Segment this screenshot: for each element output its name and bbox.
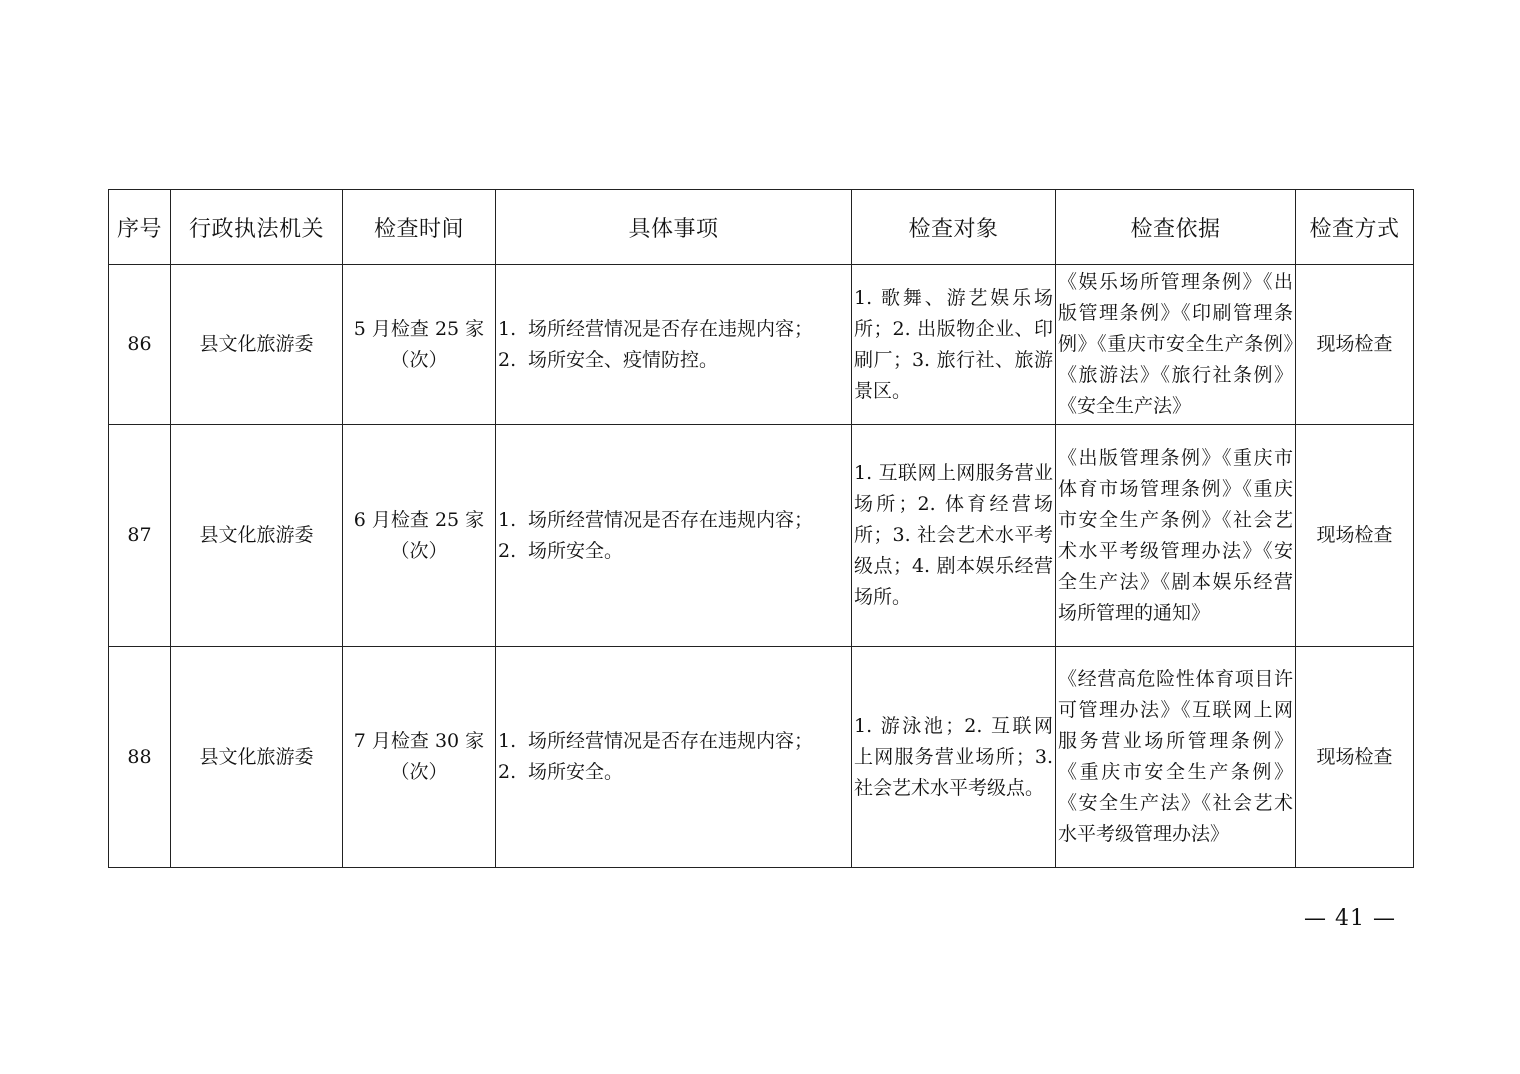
header-inspection-time: 检查时间 xyxy=(343,190,496,265)
inspection-targets: 1. 互联网上网服务营业场所；2. 体育经营场所；3. 社会艺术水平考级点；4. 剧本娱乐经营场所。 xyxy=(852,425,1056,647)
specific-items xyxy=(496,425,852,647)
inspection-time: 6 月检查 25 家（次） xyxy=(343,425,496,647)
item-text: 场所经营情况是否存在违规内容； xyxy=(528,508,814,531)
item-number: 1. xyxy=(498,508,517,531)
list-item xyxy=(498,536,849,567)
specific-items xyxy=(496,265,852,425)
item-number: 2. xyxy=(498,348,517,371)
list-item xyxy=(498,505,849,536)
header-row xyxy=(109,190,1414,265)
inspection-plan-table xyxy=(108,189,1414,868)
inspection-method: 现场检查 xyxy=(1296,647,1414,868)
inspection-time: 5 月检查 25 家（次） xyxy=(343,265,496,425)
header-inspection-basis: 检查依据 xyxy=(1056,190,1296,265)
list-item xyxy=(498,345,849,376)
item-number: 1. xyxy=(498,317,517,340)
inspection-targets: 1. 歌舞、游艺娱乐场所；2. 出版物企业、印刷厂；3. 旅行社、旅游景区。 xyxy=(852,265,1056,425)
header-enforcement-agency: 行政执法机关 xyxy=(171,190,343,265)
table-row xyxy=(109,647,1414,868)
header-inspection-targets: 检查对象 xyxy=(852,190,1056,265)
table-row xyxy=(109,265,1414,425)
table-row xyxy=(109,425,1414,647)
item-number: 2. xyxy=(498,761,517,783)
page-number: — 41 — xyxy=(1304,906,1396,931)
item-number: 2. xyxy=(498,539,517,562)
item-text: 场所安全。 xyxy=(528,539,624,562)
enforcement-agency: 县文化旅游委 xyxy=(171,425,343,647)
enforcement-agency: 县文化旅游委 xyxy=(171,647,343,868)
header-serial-number: 序号 xyxy=(109,190,171,265)
serial-number: 87 xyxy=(109,425,171,647)
inspection-time: 7 月检查 30 家（次） xyxy=(343,647,496,868)
header-inspection-method: 检查方式 xyxy=(1296,190,1414,265)
item-text: 场所经营情况是否存在违规内容； xyxy=(528,730,814,752)
item-text: 场所安全。 xyxy=(528,761,624,783)
inspection-method: 现场检查 xyxy=(1296,265,1414,425)
serial-number: 86 xyxy=(109,265,171,425)
item-number: 1. xyxy=(498,730,517,752)
inspection-targets: 1. 游泳池；2. 互联网上网服务营业场所；3. 社会艺术水平考级点。 xyxy=(852,647,1056,868)
list-item xyxy=(498,757,849,788)
serial-number: 88 xyxy=(109,647,171,868)
item-text: 场所安全、疫情防控。 xyxy=(528,348,719,371)
item-text: 场所经营情况是否存在违规内容； xyxy=(528,317,814,340)
header-specific-items: 具体事项 xyxy=(496,190,852,265)
list-item xyxy=(498,726,849,757)
inspection-basis: 《出版管理条例》《重庆市体育市场管理条例》《重庆市安全生产条例》《社会艺术水平考级管理办法》《安全生产法》《剧本娱乐经营场所管理的通知》 xyxy=(1056,425,1296,647)
specific-items xyxy=(496,647,852,868)
inspection-basis: 《经营高危险性体育项目许可管理办法》《互联网上网服务营业场所管理条例》《重庆市安全生产条例》《安全生产法》《社会艺术水平考级管理办法》 xyxy=(1056,647,1296,868)
inspection-method: 现场检查 xyxy=(1296,425,1414,647)
enforcement-agency: 县文化旅游委 xyxy=(171,265,343,425)
list-item xyxy=(498,314,849,345)
inspection-basis: 《娱乐场所管理条例》《出版管理条例》《印刷管理条例》《重庆市安全生产条例》《旅游法》《旅行社条例》《安全生产法》 xyxy=(1056,265,1296,425)
